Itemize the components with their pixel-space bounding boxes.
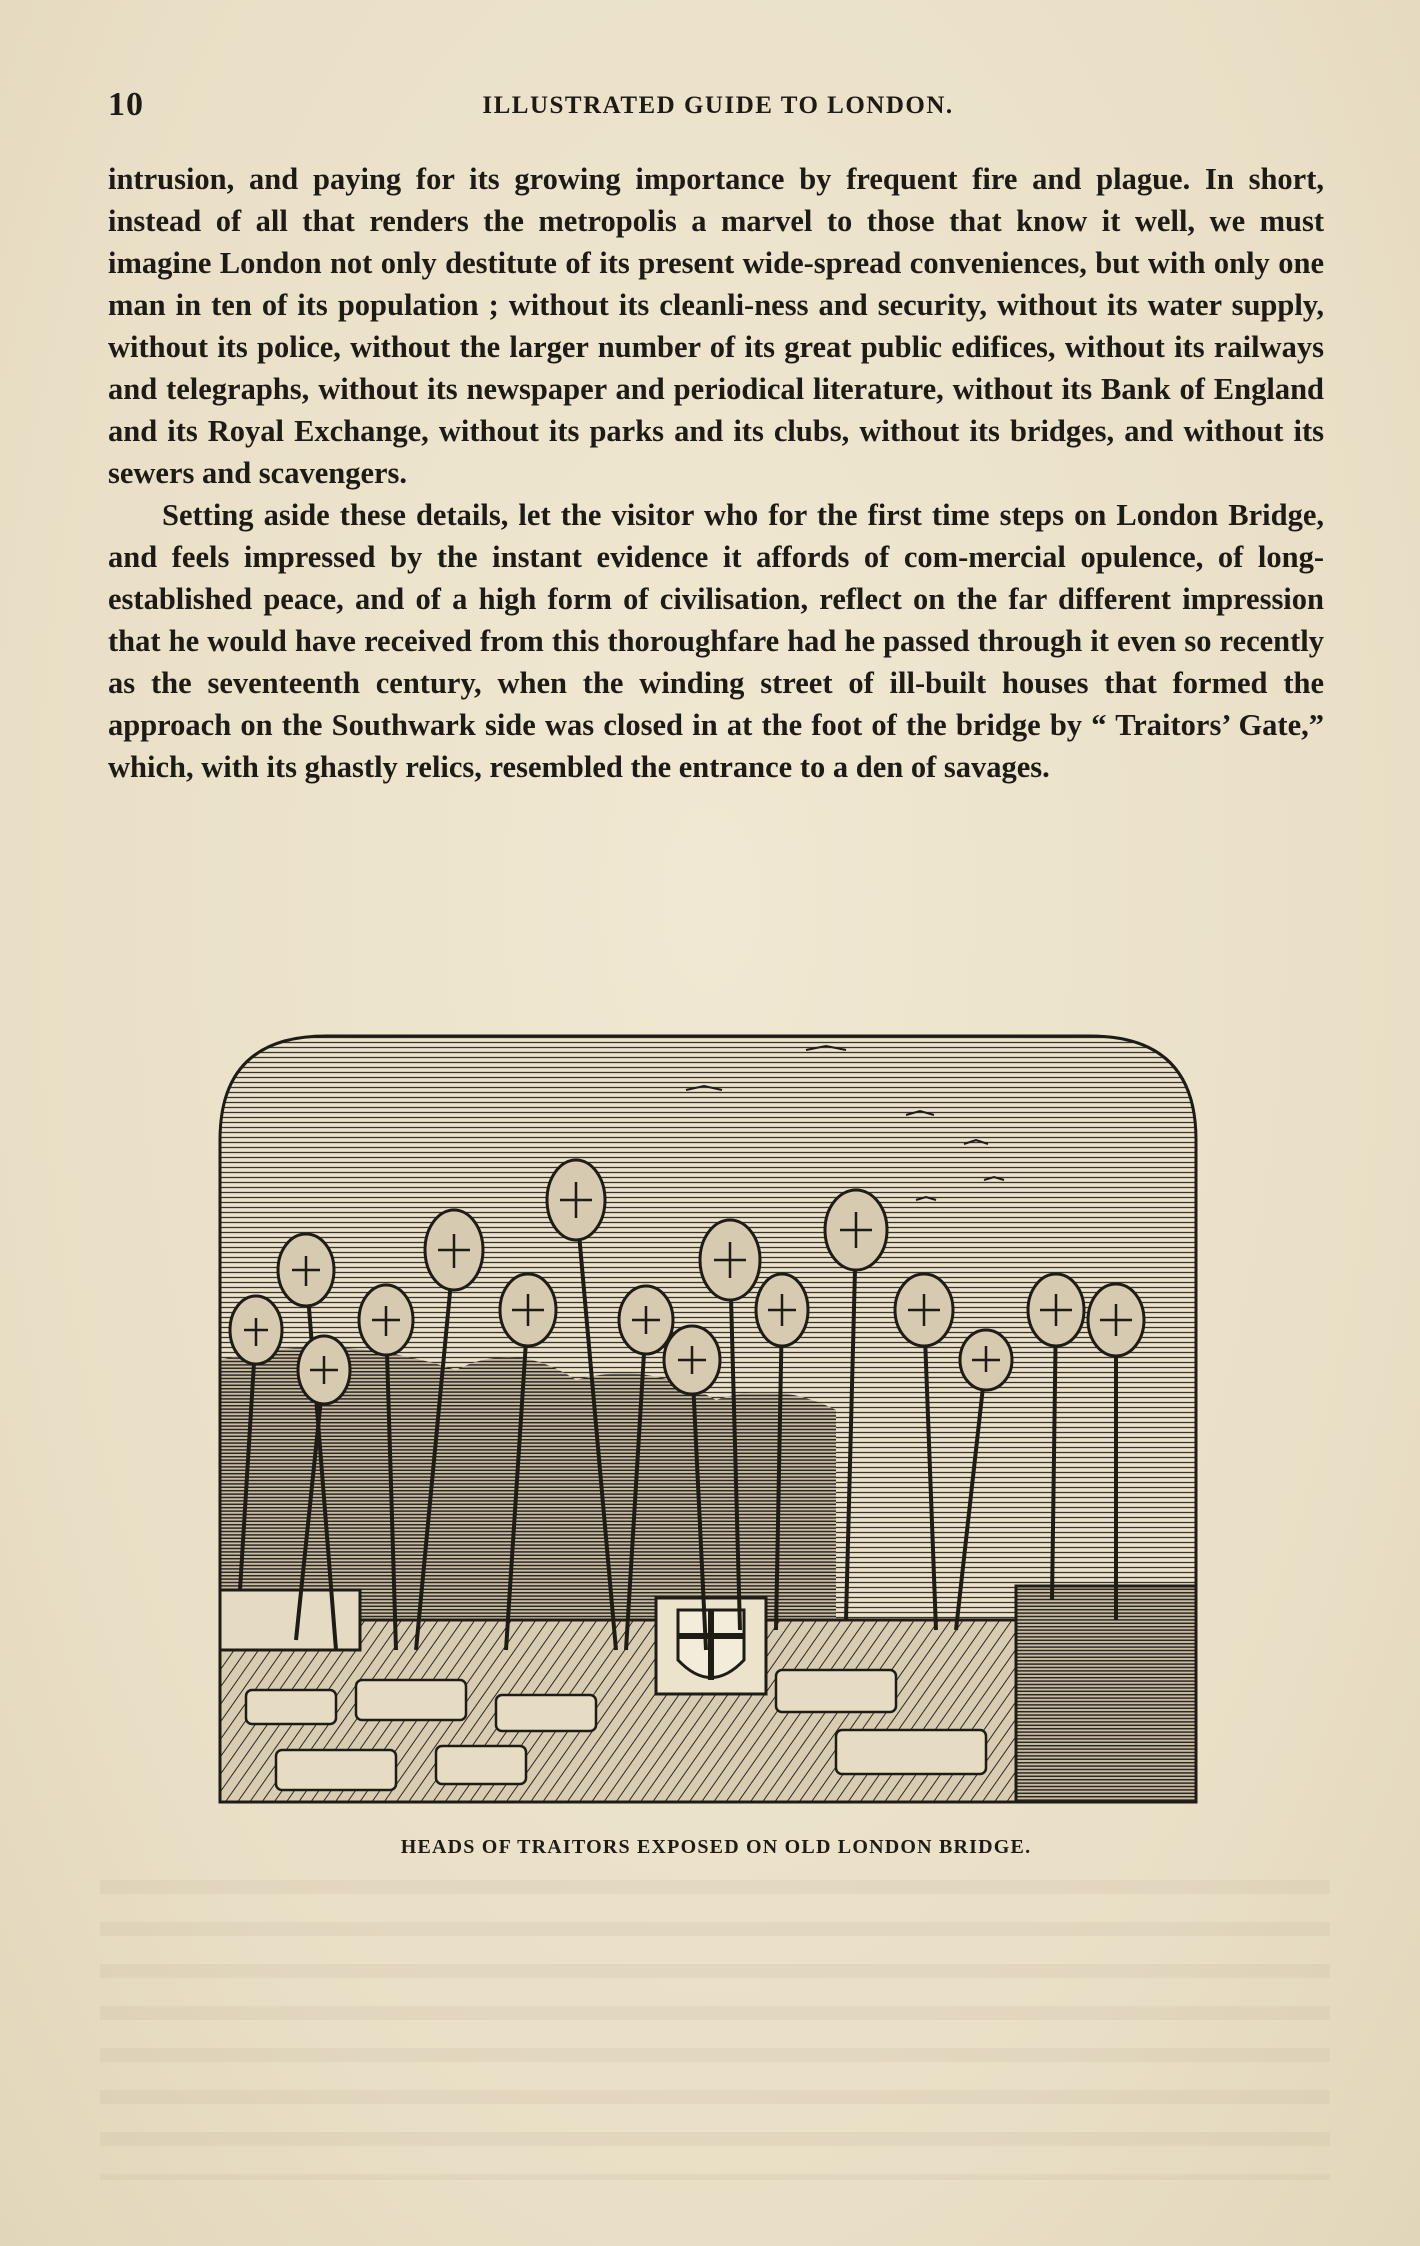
body-text — [108, 158, 1324, 788]
paragraph-2: Setting aside these details, let the visitor who for the first time steps on London Bridge, and feels impressed by the instant evidence it affords of com-mercial opulence, of long-established peace, and of a high form of civilisation, reflect on the far different impression that he would have received from this thoroughfare had he passed through it even so recently as the seventeenth century, when the winding street of ill-built houses that formed the approach on the Southwark side was closed in at the foot of the bridge by “ Traitors’ Gate,” which, with its ghastly relics, resembled the entrance to a den of savages. — [108, 498, 1324, 784]
show-through-text — [100, 1880, 1330, 2180]
page-number: 10 — [108, 86, 144, 123]
running-title: ILLUSTRATED GUIDE TO LONDON. — [482, 92, 954, 119]
page-header — [108, 86, 1328, 126]
engraving-illustration — [216, 1030, 1200, 1806]
paragraph-1: intrusion, and paying for its growing importance by frequent fire and plague. In short, instead of all that renders the metropolis a marvel to those that know it well, we must imagine London not only destitute of its present wide-spread conveniences, but with only one man in ten of its population ; without its cleanli-ness and security, without its water supply, without its police, without the larger number of its great public edifices, without its railways and telegraphs, without its newspaper and periodical literature, without its Bank of England and its Royal Exchange, without its parks and its clubs, without its bridges, and without its sewers and scavengers. — [108, 162, 1324, 490]
city-arms-shield — [656, 1598, 766, 1694]
figure-caption: HEADS OF TRAITORS EXPOSED ON OLD LONDON BRIDGE. — [400, 1836, 1032, 1858]
